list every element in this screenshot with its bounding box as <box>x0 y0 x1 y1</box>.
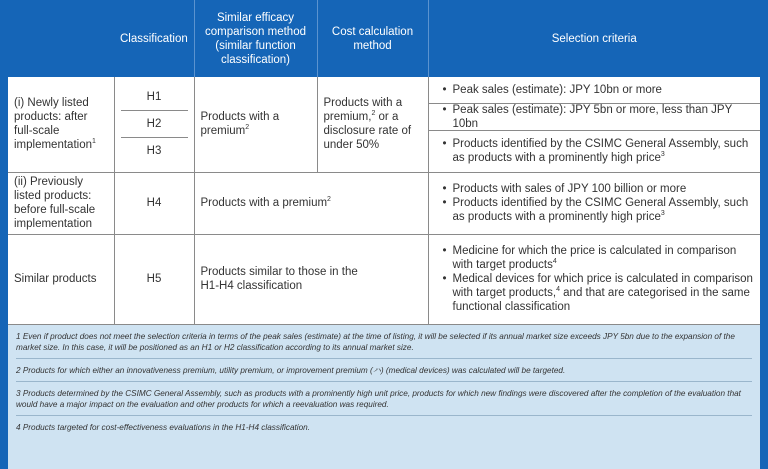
criteria-item: • Medical devices for which price is calculated in comparison with target products,$^4$ and that are categorised in the same functional classification <box>445 272 755 314</box>
method-cell <box>194 234 428 324</box>
criteria-row <box>429 77 761 103</box>
footnote-3: 3 Products determined by the CSIMC General Assembly, such as products with a prominently high unit price, products for which new findings were discovered after the completion of the evaluation that would have a major impact on the evaluation and other products for which a reevaluation was required. <box>16 382 752 416</box>
row-previously-listed <box>8 172 760 234</box>
criteria-row <box>429 130 761 171</box>
footnote-ref: 1 <box>91 138 96 146</box>
criteria-cell <box>428 172 760 234</box>
footnote-ref: 2 <box>245 124 250 132</box>
footnote-4: 4 Products targeted for cost-effectiveness evaluations in the H1-H4 classification. <box>16 422 310 432</box>
footnotes <box>8 325 760 438</box>
method-cell <box>194 172 428 234</box>
criteria-cell <box>428 77 760 172</box>
class-h1: H1 <box>146 91 162 104</box>
criteria-item: • Products with sales of JPY 100 billion or more <box>445 182 755 196</box>
classification-cell <box>114 77 194 172</box>
method-text: Products with a premium <box>200 197 328 209</box>
footnote-ref: 2 <box>371 110 376 118</box>
header-classification: Classification <box>114 0 194 77</box>
footnote-1: 1 Even if product does not meet the selection criteria in terms of the peak sales (estimate) at the time of listing, it will be selected if its annual market size exceeds JPY 5bn due to the expansion of the market size. In this case, it will be positioned as an H1 or H2 classification according to its annual market size. <box>16 325 752 359</box>
criteria-row <box>429 103 761 130</box>
method-text: Products similar to those in the H1-H4 classification <box>200 266 358 292</box>
header-cost-calculation: Cost calculation method <box>317 0 428 77</box>
class-h5: H5 <box>114 234 194 324</box>
header-similar-efficacy: Similar efficacy comparison method (similar function classification) <box>194 0 317 77</box>
criteria-item: • Medicine for which the price is calculated in comparison with target products$^4$ <box>445 244 755 272</box>
footnote-ref: 2 <box>327 196 331 204</box>
method-text: Products with a premium <box>200 111 280 138</box>
method-cell <box>194 77 317 172</box>
footnote-2: 2 Products for which either an innovativeness premium, utility premium, or improvement premium (ハ) (medical devices) was calculated will be targeted. <box>16 359 752 382</box>
row-newly-listed <box>8 77 760 172</box>
criteria-item: • Products identified by the CSIMC General Assembly, such as products with a prominently high price$^3$ <box>445 137 755 165</box>
row-label-text: (i) Newly listed products: after full-scale implementation <box>14 97 92 152</box>
header-selection-criteria: Selection criteria <box>428 0 760 77</box>
row-label-similar-products: Similar products <box>8 234 114 324</box>
classification-table <box>8 0 760 325</box>
class-h2: H2 <box>121 110 188 137</box>
cost-cell <box>317 77 428 172</box>
header-blank <box>8 0 114 77</box>
header-row <box>8 0 760 77</box>
class-h4: H4 <box>114 172 194 234</box>
criteria-cell <box>428 234 760 324</box>
criteria-item: • Products identified by the CSIMC General Assembly, such as products with a prominently high price$^3$ <box>445 196 755 224</box>
cost-text: Products with a premium, <box>323 97 403 124</box>
row-similar-products <box>8 234 760 324</box>
cost-text-cont: or a disclosure rate of under 50% <box>323 111 412 152</box>
row-label-newly-listed <box>8 77 114 172</box>
criteria-item: • Peak sales (estimate): JPY 5bn or more, less than JPY 10bn <box>445 103 755 131</box>
criteria-item: • Peak sales (estimate): JPY 10bn or more <box>445 83 662 97</box>
class-h3: H3 <box>121 137 188 164</box>
row-label-previously-listed: (ii) Previously listed products: before full-scale implementation <box>8 172 114 234</box>
